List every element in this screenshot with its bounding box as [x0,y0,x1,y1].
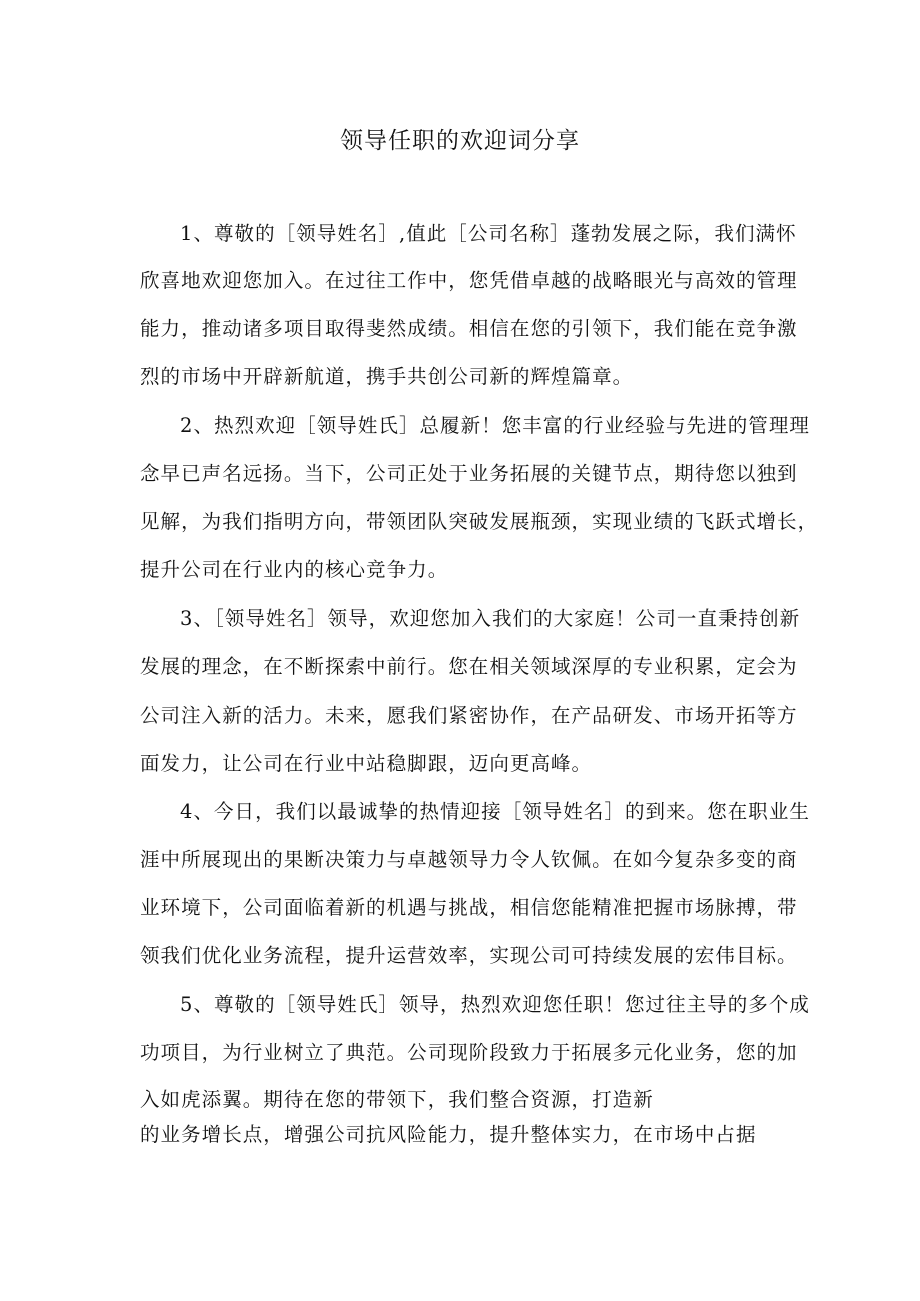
page-title: 领导任职的欢迎词分享 [340,128,580,154]
paragraph-4-line-2: 涯中所展现出的果断决策力与卓越领导力令人钦佩。在如今复杂多变的商 [140,848,798,871]
paragraph-1-line-2: 欣喜地欢迎您加入。在过往工作中，您凭借卓越的战略眼光与高效的管理 [140,269,798,292]
paragraph-5-line-4: 的业务增长点，增强公司抗风险能力，提升整体实力，在市场中占据 [140,1123,757,1146]
paragraph-3-line-2: 发展的理念，在不断探索中前行。您在相关领域深厚的专业积累，定会为 [140,655,798,678]
paragraph-4-line-1: 4、今日，我们以最诚挚的热情迎接［领导姓名］的到来。您在职业生 [180,800,810,823]
paragraph-2-line-1: 2、热烈欢迎［领导姓氏］总履新！您丰富的行业经验与先进的管理理 [180,414,810,437]
paragraph-5-line-3: 入如虎添翼。期待在您的带领下，我们整合资源，打造新 [140,1088,654,1111]
paragraph-1-line-3: 能力，推动诸多项目取得斐然成绩。相信在您的引领下，我们能在竞争激 [140,317,798,340]
paragraph-1-line-4: 烈的市场中开辟新航道，携手共创公司新的辉煌篇章。 [140,365,634,388]
paragraph-2-line-2: 念早已声名远扬。当下，公司正处于业务拓展的关键节点，期待您以独到 [140,462,798,485]
paragraph-4-line-4: 领我们优化业务流程，提升运营效率，实现公司可持续发展的宏伟目标。 [140,944,798,967]
paragraph-3-line-3: 公司注入新的活力。未来，愿我们紧密协作，在产品研发、市场开拓等方 [140,704,798,727]
paragraph-2-line-4: 提升公司在行业内的核心竞争力。 [140,558,449,581]
paragraph-3-line-4: 面发力，让公司在行业中站稳脚跟，迈向更高峰。 [140,752,593,775]
paragraph-5-line-2: 功项目，为行业树立了典范。公司现阶段致力于拓展多元化业务，您的加 [140,1041,798,1064]
paragraph-1-line-1: 1、尊敬的［领导姓名］,值此［公司名称］蓬勃发展之际，我们满怀 [180,222,797,245]
paragraph-3-line-1: 3、［领导姓名］领导，欢迎您加入我们的大家庭！公司一直秉持创新 [180,607,801,630]
paragraph-5-line-1: 5、尊敬的［领导姓氏］领导，热烈欢迎您任职！您过往主导的多个成 [180,993,810,1016]
paragraph-4-line-3: 业环境下，公司面临着新的机遇与挑战，相信您能精准把握市场脉搏，带 [140,896,798,919]
paragraph-2-line-3: 见解，为我们指明方向，带领团队突破发展瓶颈，实现业绩的飞跃式增长， [140,510,819,533]
